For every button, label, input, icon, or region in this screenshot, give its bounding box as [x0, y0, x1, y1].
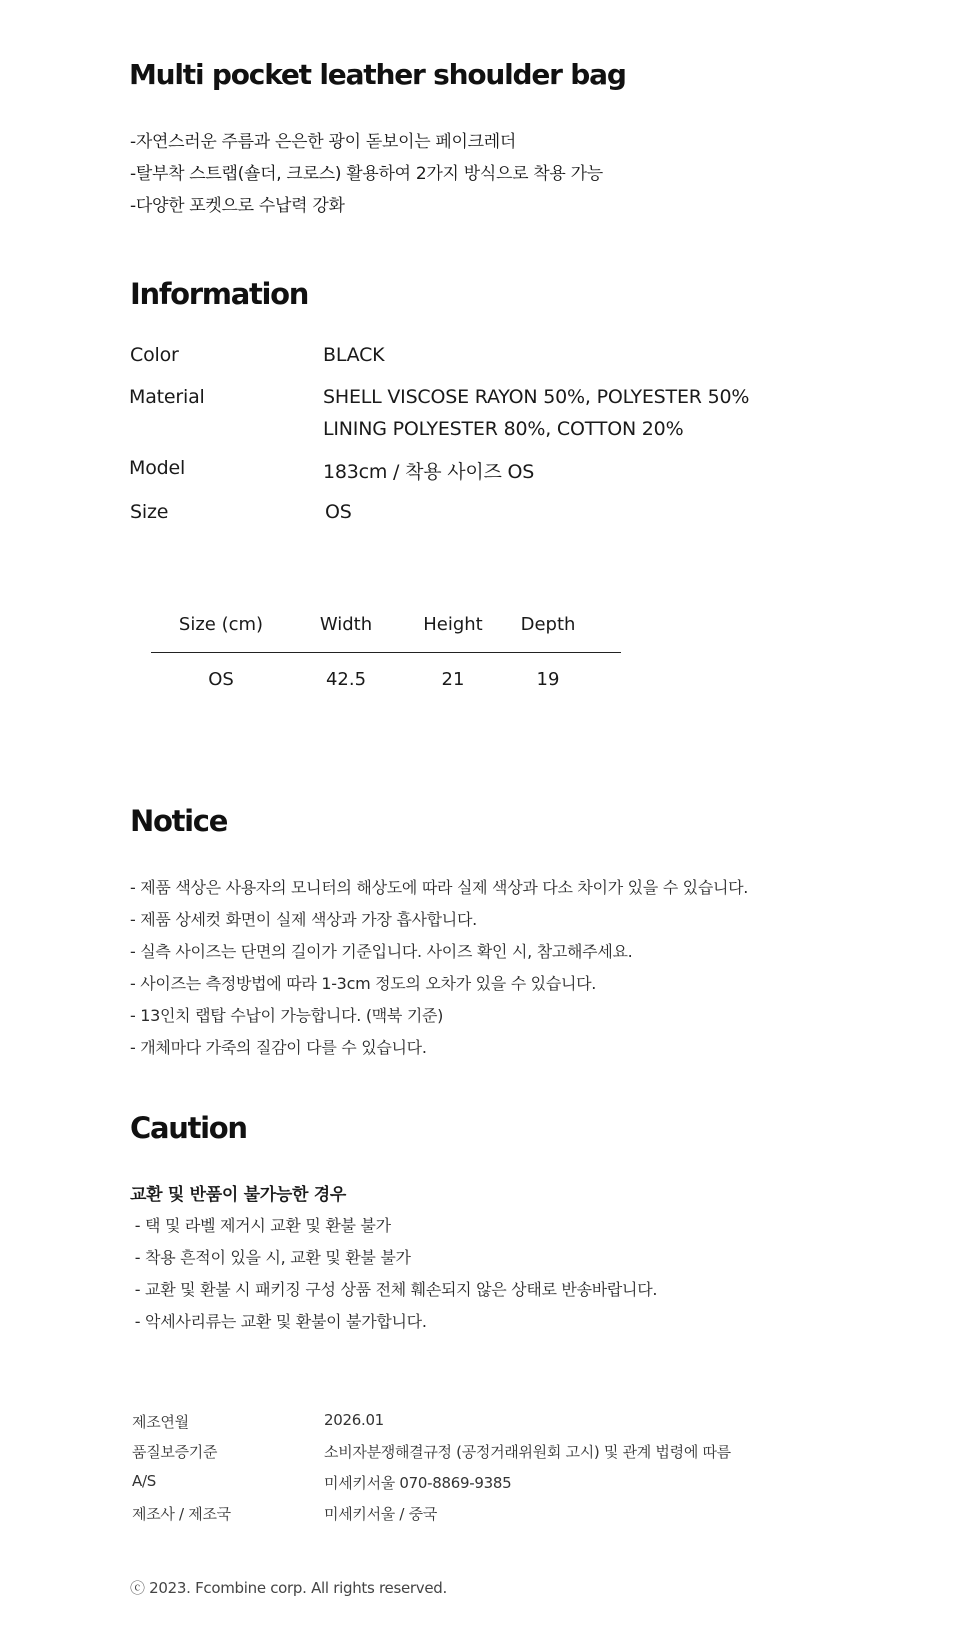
cell-width: 42.5 — [325, 669, 367, 690]
manufacture-date-value: 2026.01 — [324, 1411, 384, 1429]
caution-heading: Caution — [130, 1111, 247, 1145]
feature-item: -탈부착 스트랩(숄더, 크로스) 활용하여 2가지 방식으로 착용 가능 — [130, 164, 603, 184]
material-label: Material — [129, 386, 205, 408]
list-item: - 실측 사이즈는 단면의 길이가 기준입니다. 사이즈 확인 시, 참고해주세요. — [130, 942, 633, 961]
product-title: Multi pocket leather shoulder bag — [129, 58, 626, 91]
copyright: ⓒ 2023. Fcombine corp. All rights reserved. — [130, 1579, 447, 1597]
notice-heading: Notice — [130, 804, 228, 838]
cell-size: OS — [208, 669, 234, 690]
list-item: - 제품 상세컷 화면이 실제 색상과 가장 흡사합니다. — [130, 910, 477, 929]
as-label: A/S — [132, 1472, 156, 1490]
information-heading: Information — [130, 277, 309, 311]
cell-height: 21 — [441, 669, 465, 690]
quality-value: 소비자분쟁해결규정 (공정거래위원회 고시) 및 관계 법령에 따름 — [324, 1443, 731, 1461]
feature-item: -자연스러운 주름과 은은한 광이 돋보이는 페이크레더 — [130, 132, 517, 152]
size-table — [151, 598, 621, 709]
header-height: Height — [423, 614, 483, 635]
size-value: OS — [325, 501, 352, 523]
as-value: 미세키서울 070-8869-9385 — [324, 1474, 512, 1492]
list-item: - 13인치 랩탑 수납이 가능합니다. (맥북 기준) — [130, 1006, 444, 1025]
manufacture-date-label: 제조연월 — [132, 1413, 189, 1431]
list-item: - 착용 흔적이 있을 시, 교환 및 환불 불가 — [130, 1248, 411, 1267]
cell-depth: 19 — [536, 669, 560, 690]
model-label: Model — [129, 457, 186, 479]
table-row — [151, 653, 621, 709]
size-label: Size — [130, 501, 169, 523]
color-value: BLACK — [323, 344, 385, 366]
material-value-lining: LINING POLYESTER 80%, COTTON 20% — [323, 418, 684, 440]
caution-subheading: 교환 및 반품이 불가능한 경우 — [130, 1185, 346, 1205]
feature-item: -다양한 포켓으로 수납력 강화 — [130, 196, 345, 216]
list-item: - 교환 및 환불 시 패키징 구성 상품 전체 훼손되지 않은 상태로 반송바랍니다. — [130, 1280, 658, 1299]
maker-label: 제조사 / 제조국 — [132, 1505, 231, 1523]
maker-value: 미세키서울 / 중국 — [324, 1505, 438, 1523]
color-label: Color — [130, 344, 179, 366]
model-value: 183cm / 착용 사이즈 OS — [323, 461, 535, 483]
header-size: Size (cm) — [178, 614, 264, 635]
list-item: - 택 및 라벨 제거시 교환 및 환불 불가 — [130, 1216, 391, 1235]
quality-label: 품질보증기준 — [132, 1443, 218, 1461]
material-value-shell: SHELL VISCOSE RAYON 50%, POLYESTER 50% — [323, 386, 750, 408]
list-item: - 개체마다 가죽의 질감이 다를 수 있습니다. — [130, 1038, 427, 1057]
list-item: - 사이즈는 측정방법에 따라 1-3cm 정도의 오차가 있을 수 있습니다. — [130, 974, 597, 993]
header-depth: Depth — [520, 614, 576, 635]
header-width: Width — [319, 614, 373, 635]
list-item: - 악세사리류는 교환 및 환불이 불가합니다. — [130, 1312, 427, 1331]
list-item: - 제품 색상은 사용자의 모니터의 해상도에 따라 실제 색상과 다소 차이가 있을 수 있습니다. — [130, 878, 749, 897]
size-table-header — [151, 598, 621, 653]
